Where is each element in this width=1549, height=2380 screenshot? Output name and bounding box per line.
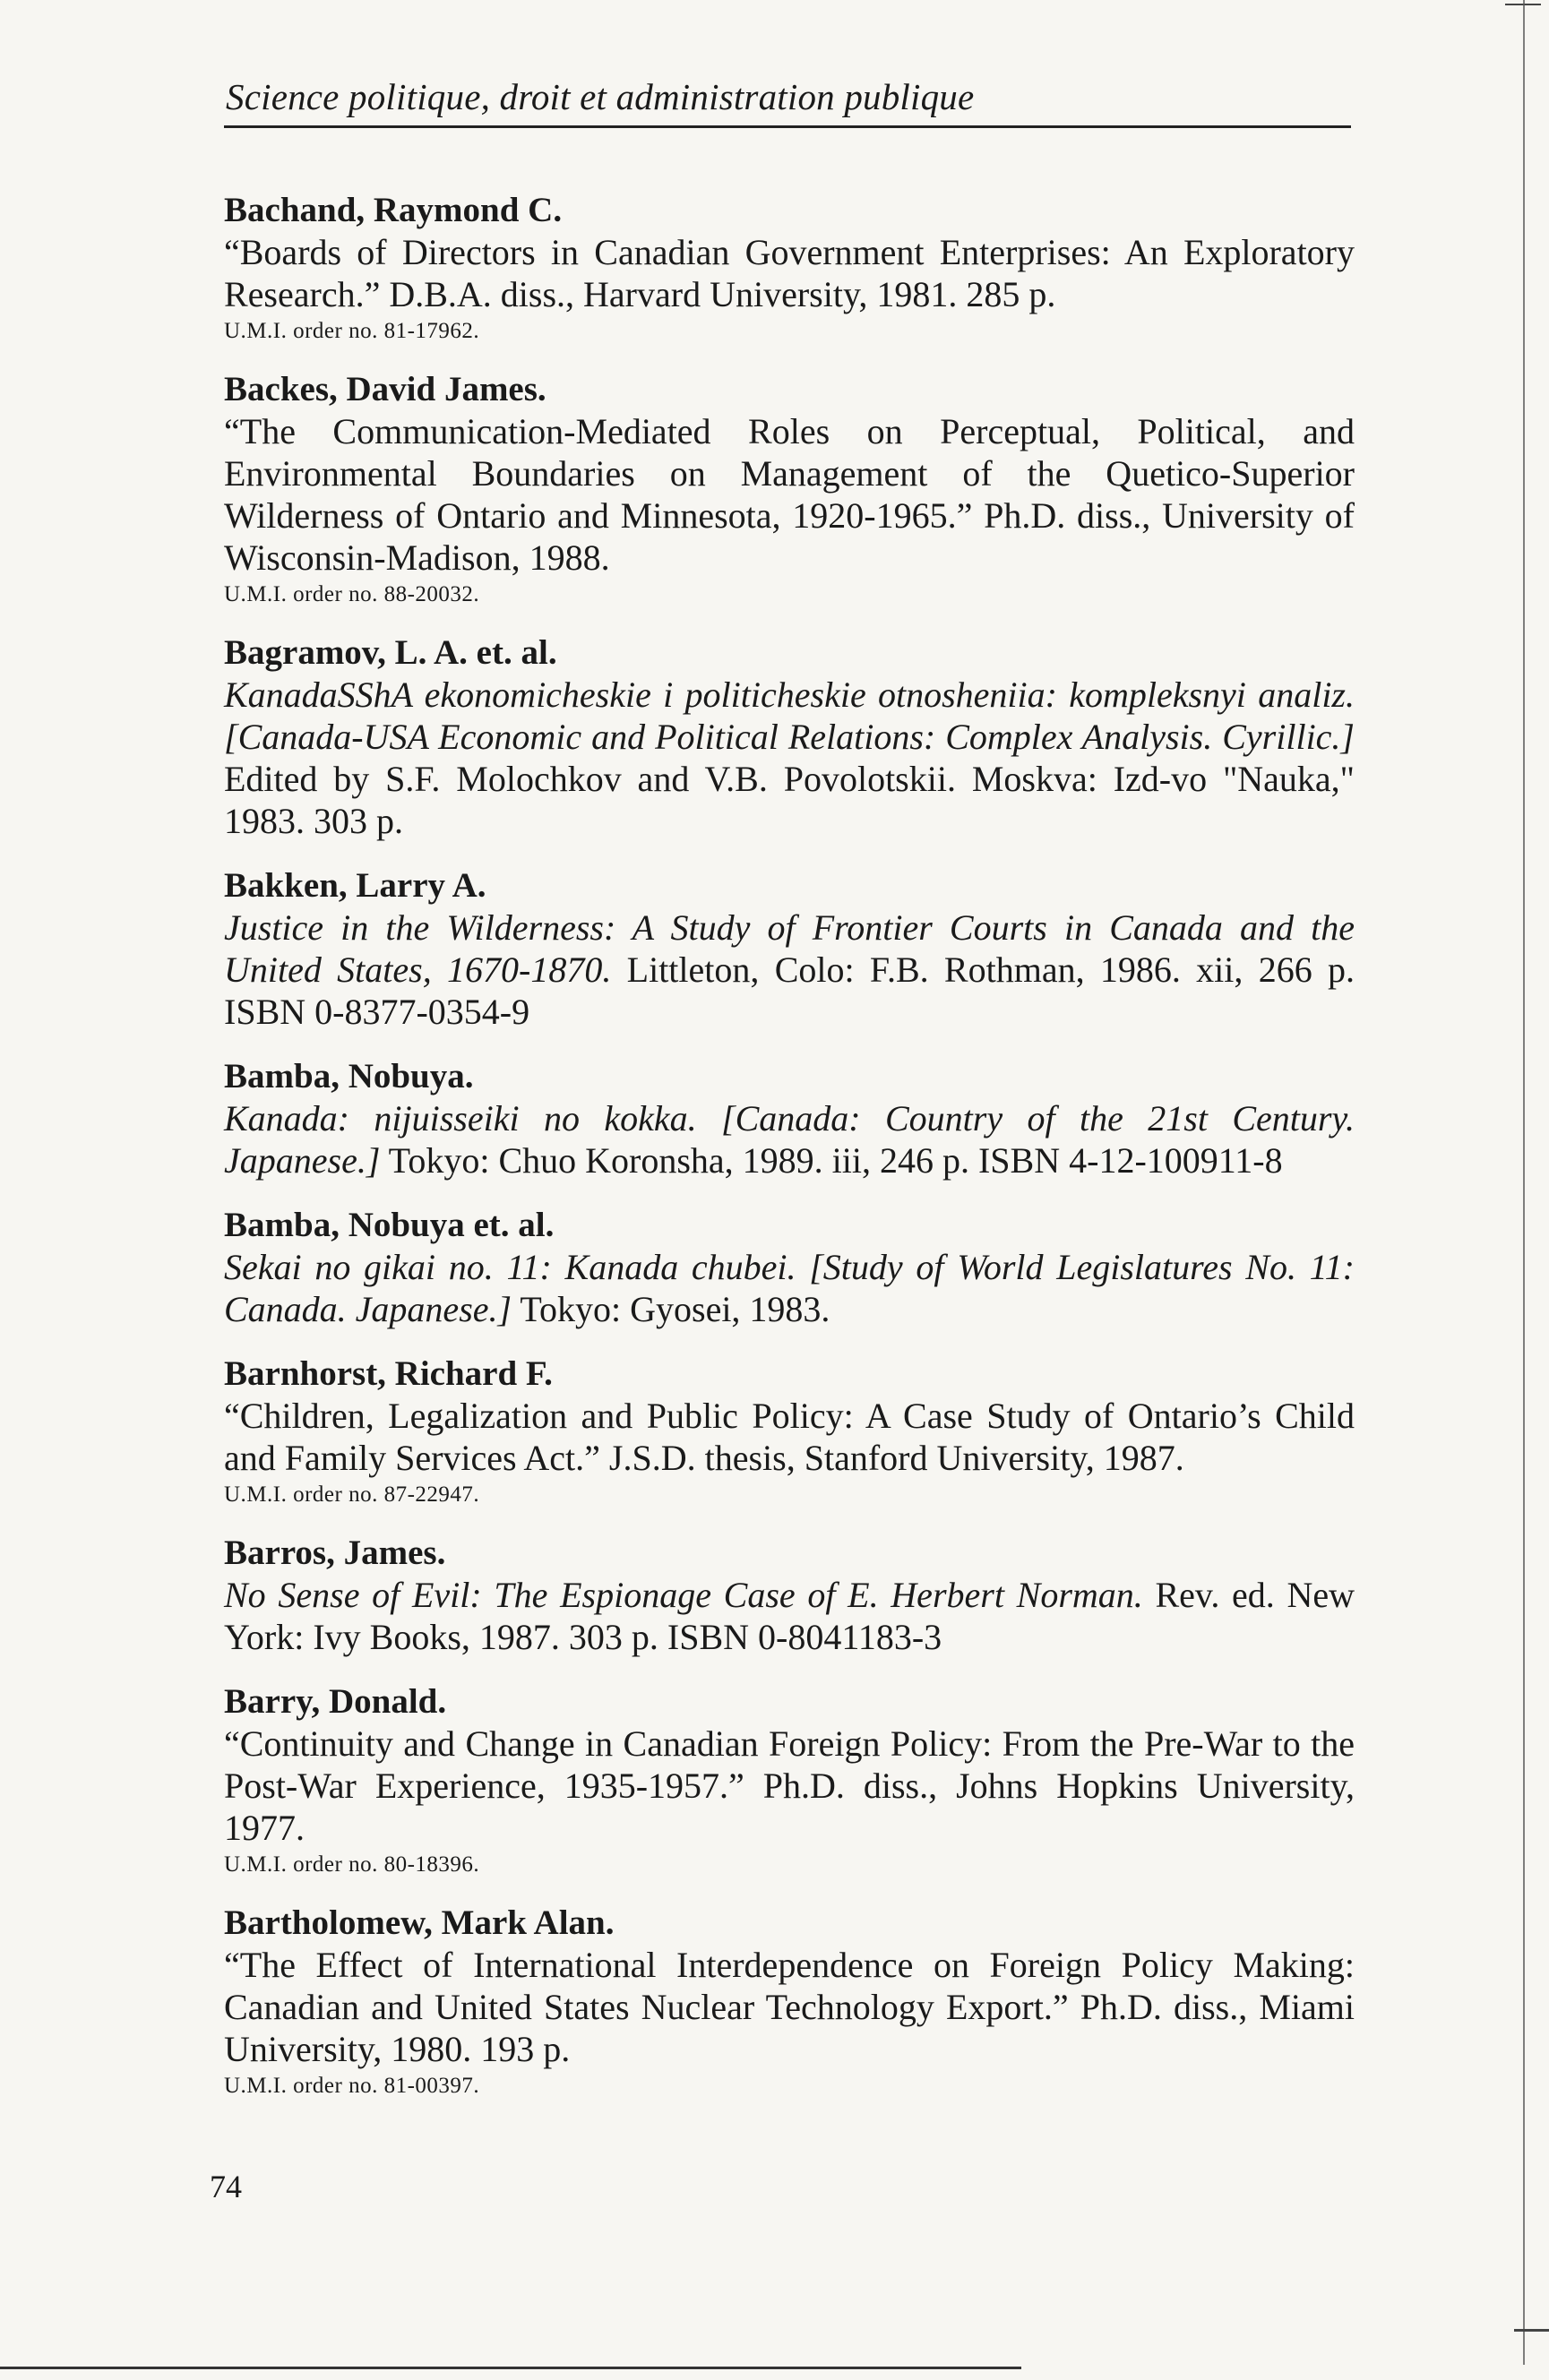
bibliography-entry	[224, 1533, 1355, 1658]
entry-author: Bakken, Larry A.	[224, 866, 486, 905]
entry-citation	[224, 1574, 1355, 1658]
entry-title: Kanada: nijuisseiki no kokka. [Canada: Country of the 21st Century. Japanese.]	[224, 1098, 1355, 1181]
entry-umi-order: U.M.I. order no. 88-20032.	[224, 582, 480, 606]
entry-umi-order: U.M.I. order no. 81-00397.	[224, 2074, 480, 2098]
entry-citation	[224, 231, 1355, 315]
entry-title: KanadaSShA ekonomicheskie i politicheskie otnosheniia: kompleksnyi analiz. [Canada-USA Economic and Political Relations: Complex Analysis. Cyrillic.]	[224, 674, 1355, 757]
entry-publication: Edited by S.F. Molochkov and V.B. Povolotskii. Moskva: Izd-vo "Nauka," 1983. 303 p.	[224, 759, 1355, 841]
scan-edge-line	[1523, 0, 1525, 2365]
header-rule	[224, 125, 1351, 128]
bibliography-entry	[224, 1353, 1355, 1509]
entry-citation	[224, 1944, 1355, 2070]
bibliography-entry	[224, 1681, 1355, 1879]
bibliography-entry	[224, 632, 1355, 842]
entry-title: “Continuity and Change in Canadian Foreign Policy: From the Pre-War to the Post-War Experience, 1935-1957.”	[224, 1723, 1355, 1806]
entry-citation	[224, 906, 1355, 1033]
entry-title: “Boards of Directors in Canadian Government Enterprises: An Exploratory Research.”	[224, 232, 1355, 314]
entry-title: “The Effect of International Interdependence on Foreign Policy Making: Canadian and United States Nuclear Technology Export.”	[224, 1945, 1355, 2027]
scan-edge-line	[0, 2367, 1021, 2369]
entry-publication: Ph.D. diss., Johns Hopkins University, 1977.	[224, 1766, 1355, 1848]
scan-edge-mark	[1514, 2329, 1549, 2332]
bibliography-entry	[224, 1205, 1355, 1330]
entry-umi-order: U.M.I. order no. 81-17962.	[224, 319, 480, 343]
entry-publication: J.S.D. thesis, Stanford University, 1987.	[599, 1438, 1184, 1478]
entry-author: Bamba, Nobuya.	[224, 1057, 474, 1095]
bibliography-list	[224, 190, 1355, 2124]
entry-author: Barros, James.	[224, 1534, 446, 1572]
bibliography-entry	[224, 369, 1355, 609]
entry-citation	[224, 1395, 1355, 1479]
entry-publication: Tokyo: Chuo Koronsha, 1989. iii, 246 p. ISBN 4-12-100911-8	[380, 1140, 1283, 1181]
bibliography-entry	[224, 865, 1355, 1033]
entry-publication: Rev. ed. New York: Ivy Books, 1987. 303 p. ISBN 0-8041183-3	[224, 1575, 1355, 1657]
entry-publication: Ph.D. diss., University of Wisconsin-Madison, 1988.	[224, 495, 1355, 578]
entry-citation	[224, 1097, 1355, 1181]
entry-author: Bachand, Raymond C.	[224, 191, 563, 229]
bibliography-entry	[224, 1056, 1355, 1181]
entry-author: Bagramov, L. A. et. al.	[224, 633, 557, 672]
entry-citation	[224, 1246, 1355, 1330]
entry-author: Backes, David James.	[224, 370, 546, 408]
entry-title: “The Communication-Mediated Roles on Perceptual, Political, and Environmental Boundaries on Management of the Quetico-Superior Wilderness of Ontario and Minnesota, 1920-1965.”	[224, 411, 1355, 536]
entry-publication: Tokyo: Gyosei, 1983.	[512, 1289, 830, 1329]
entry-publication: Ph.D. diss., Miami University, 1980. 193 p.	[224, 1987, 1355, 2069]
bibliography-entry	[224, 1903, 1355, 2101]
entry-title: Justice in the Wilderness: A Study of Frontier Courts in Canada and the United States, 1670-1870.	[224, 907, 1355, 990]
entry-citation	[224, 674, 1355, 842]
entry-author: Barnhorst, Richard F.	[224, 1354, 553, 1393]
entry-author: Bartholomew, Mark Alan.	[224, 1903, 615, 1942]
entry-citation	[224, 410, 1355, 579]
entry-umi-order: U.M.I. order no. 87-22947.	[224, 1482, 480, 1507]
entry-author: Bamba, Nobuya et. al.	[224, 1206, 555, 1244]
entry-citation	[224, 1723, 1355, 1849]
running-head: Science politique, droit et administration publique	[226, 76, 975, 117]
entry-publication: D.B.A. diss., Harvard University, 1981. 285 p.	[380, 274, 1056, 314]
entry-author: Barry, Donald.	[224, 1682, 447, 1721]
entry-title: No Sense of Evil: The Espionage Case of E. Herbert Norman.	[224, 1575, 1143, 1615]
entry-title: “Children, Legalization and Public Policy: A Case Study of Ontario’s Child and Family Services Act.”	[224, 1396, 1355, 1478]
entry-title: Sekai no gikai no. 11: Kanada chubei. [Study of World Legislatures No. 11: Canada. Japanese.]	[224, 1247, 1355, 1329]
page-number: 74	[210, 2169, 242, 2204]
entry-umi-order: U.M.I. order no. 80-18396.	[224, 1852, 480, 1877]
entry-publication: Littleton, Colo: F.B. Rothman, 1986. xii, 266 p. ISBN 0-8377-0354-9	[224, 949, 1355, 1032]
bibliography-entry	[224, 190, 1355, 346]
